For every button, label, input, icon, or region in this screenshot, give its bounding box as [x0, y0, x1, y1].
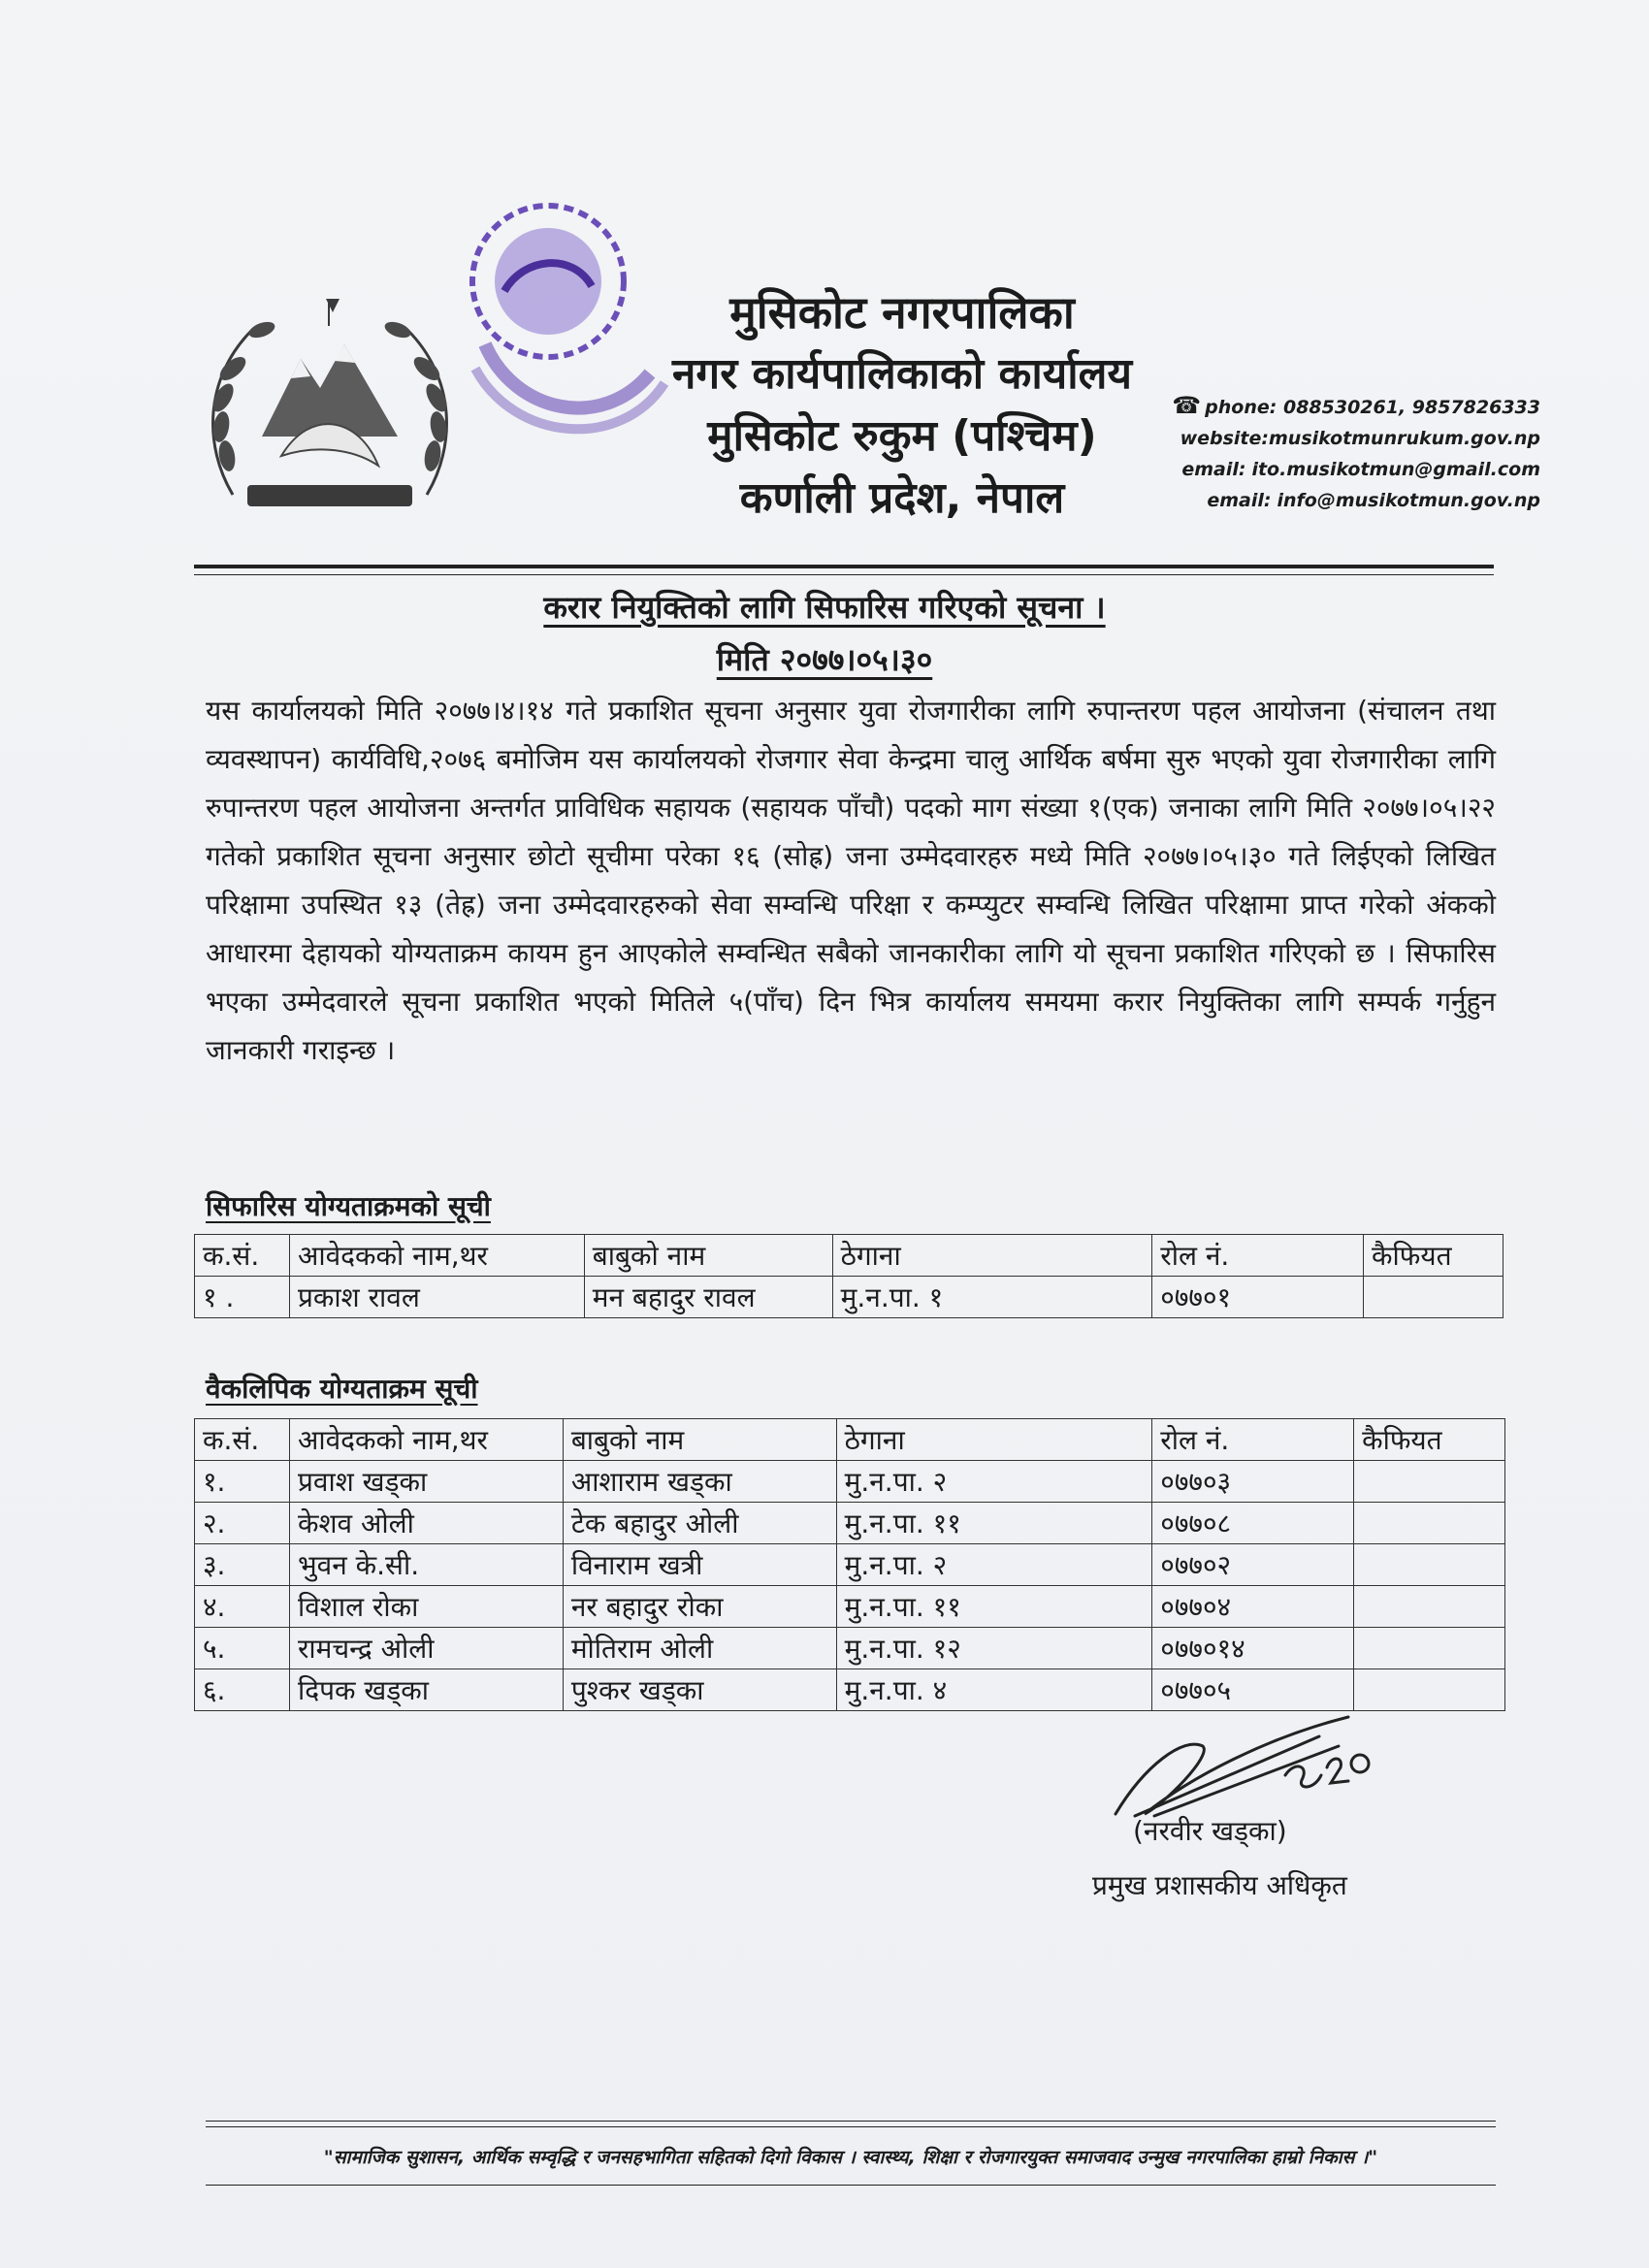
letterhead [0, 0, 1649, 582]
cell-father: टेक बहादुर ओली [563, 1503, 836, 1544]
cell-father: मन बहादुर रावल [584, 1277, 832, 1318]
header-rule-thin [194, 574, 1494, 575]
cell-roll: ०७७०४ [1152, 1586, 1354, 1628]
recommended-list-title: सिफारिस योग्यताक्रमको सूची [206, 1190, 491, 1222]
notice-date: मिति २०७७।०५।३० [716, 641, 933, 678]
phone-row [1055, 390, 1540, 423]
cell-address: मु.न.पा. ४ [836, 1669, 1152, 1711]
province-country: कर्णाली प्रदेश, नेपाल [739, 473, 1065, 523]
email-row-2 [1055, 485, 1540, 516]
col-header-address: ठेगाना [836, 1419, 1152, 1461]
email-label-2: email: [1207, 490, 1272, 511]
footer-rule-top [206, 2121, 1496, 2122]
cell-father: आशाराम खड्का [563, 1461, 836, 1503]
email-value-2: info@musikotmun.gov.np [1277, 490, 1540, 511]
cell-remarks [1354, 1461, 1505, 1503]
cell-name: भुवन के.सी. [289, 1544, 563, 1586]
table-row [195, 1586, 1505, 1628]
cell-serial: ५. [195, 1628, 290, 1669]
cell-name: विशाल रोका [289, 1586, 563, 1628]
cell-remarks [1354, 1586, 1505, 1628]
signatory-name: (नरवीर खड्का) [1133, 1815, 1287, 1847]
cell-name: केशव ओली [289, 1503, 563, 1544]
cell-serial: १. [195, 1461, 290, 1503]
table-row [195, 1503, 1505, 1544]
cell-address: मु.न.पा. १ [832, 1277, 1152, 1318]
email-label: email: [1181, 459, 1246, 480]
cell-roll: ०७७०१४ [1152, 1628, 1354, 1669]
cell-remarks [1364, 1277, 1504, 1318]
nepal-emblem-icon [194, 291, 466, 534]
alternate-table [194, 1418, 1505, 1711]
website-row [1055, 423, 1540, 454]
cell-address: मु.न.पा. २ [836, 1544, 1152, 1586]
table-header-row [195, 1235, 1504, 1277]
header-rule-thick [194, 565, 1494, 568]
footer-rule-bottom [206, 2185, 1496, 2186]
phone-label: phone: [1205, 397, 1277, 418]
col-header-serial: क.सं. [195, 1235, 290, 1277]
cell-remarks [1354, 1628, 1505, 1669]
col-header-roll: रोल नं. [1152, 1419, 1354, 1461]
col-header-name: आवेदकको नाम,थर [289, 1235, 584, 1277]
cell-address: मु.न.पा. २ [836, 1461, 1152, 1503]
cell-remarks [1354, 1669, 1505, 1711]
cell-roll: ०७७०५ [1152, 1669, 1354, 1711]
contact-block [1055, 390, 1540, 516]
cell-name: दिपक खड्का [289, 1669, 563, 1711]
col-header-address: ठेगाना [832, 1235, 1152, 1277]
signatory-title: प्रमुख प्रशासकीय अधिकृत [1092, 1869, 1347, 1901]
table-row [195, 1544, 1505, 1586]
municipality-name: मुसिकोट नगरपालिका [729, 286, 1075, 339]
col-header-remarks: कैफियत [1364, 1235, 1504, 1277]
table-row [195, 1628, 1505, 1669]
table-row [195, 1669, 1505, 1711]
notice-title: करार नियुक्तिको लागि सिफारिस गरिएको सूचना । [543, 589, 1106, 626]
recommended-table [194, 1234, 1504, 1318]
cell-father: नर बहादुर रोका [563, 1586, 836, 1628]
cell-serial: १ . [195, 1277, 290, 1318]
cell-address: मु.न.पा. ११ [836, 1586, 1152, 1628]
col-header-name: आवेदकको नाम,थर [289, 1419, 563, 1461]
cell-roll: ०७७०३ [1152, 1461, 1354, 1503]
cell-remarks [1354, 1503, 1505, 1544]
cell-roll: ०७७०२ [1152, 1544, 1354, 1586]
cell-name: रामचन्द्र ओली [289, 1628, 563, 1669]
cell-serial: २. [195, 1503, 290, 1544]
email-value-1: ito.musikotmun@gmail.com [1251, 459, 1540, 480]
cell-serial: ६. [195, 1669, 290, 1711]
phone-value: 088530261, 9857826333 [1282, 397, 1540, 418]
alternate-list-title: वैकलिपिक योग्यताक्रम सूची [206, 1373, 478, 1405]
cell-father: मोतिराम ओली [563, 1628, 836, 1669]
phone-icon: ☎ [1172, 392, 1202, 419]
table-row [195, 1277, 1504, 1318]
cell-father: विनाराम खत्री [563, 1544, 836, 1586]
table-header-row [195, 1419, 1505, 1461]
cell-name: प्रकाश रावल [289, 1277, 584, 1318]
cell-address: मु.न.पा. १२ [836, 1628, 1152, 1669]
office-name: नगर कार्यपालिकाको कार्यालय [672, 349, 1132, 399]
cell-remarks [1354, 1544, 1505, 1586]
col-header-father: बाबुको नाम [563, 1419, 836, 1461]
website-label: website: [1180, 428, 1269, 449]
cell-roll: ०७७०८ [1152, 1503, 1354, 1544]
col-header-roll: रोल नं. [1152, 1235, 1364, 1277]
notice-body: यस कार्यालयको मिति २०७७।४।१४ गते प्रकाशित सूचना अनुसार युवा रोजगारीका लागि रुपान्तरण पहल आयोजना (संचालन तथा व्यवस्थापन) कार्यविधि,२०७६ बमोजिम यस कार्यालयको रोजगार सेवा केन्द्रमा चालु आर्थिक बर्षमा सुरु भएको युवा रोजगारीका लागि रुपान्तरण पहल आयोजना अन्तर्गत प्राविधिक सहायक (सहायक पाँचौ) पदको माग संख्या १(एक) जनाका लागि मिति २०७७।०५।२२ गतेको प्रकाशित सूचना अनुसार छोटो सूचीमा परेका १६ (सोह्र) जना उम्मेदवारहरु मध्ये मिति २०७७।०५।३० गते लिईएको लिखित परिक्षामा उपस्थित १३ (तेह्र) जना उम्मेदवारहरुको सेवा सम्वन्धि परिक्षा र कम्प्युटर सम्वन्धि लिखित परिक्षामा प्राप्त गरेको अंकको आधारमा देहायको योग्यताक्रम कायम हुन आएकोले सम्वन्धित सबैको जानकारीका लागि यो सूचना प्रकाशित गरिएको छ । सिफारिस भएका उम्मेदवारले सूचना प्रकाशित भएको मितिले ५(पाँच) दिन भित्र कार्यालय समयमा करार नियुक्तिका लागि सम्पर्क गर्नुहुन जानकारी गराइन्छ । [206, 695, 1497, 1066]
col-header-serial: क.सं. [195, 1419, 290, 1461]
cell-serial: ३. [195, 1544, 290, 1586]
website-value: musikotmunrukum.gov.np [1269, 428, 1540, 449]
cell-address: मु.न.पा. ११ [836, 1503, 1152, 1544]
footer-motto: "सामाजिक सुशासन, आर्थिक सम्वृद्धि र जनसहभागिता सहितको दिगो विकास । स्वास्थ्य, शिक्षा र रोजगारयुक्त समाजवाद उन्मुख नगरपालिका हाम्रो निकास ।" [323, 2147, 1378, 2168]
col-header-father: बाबुको नाम [584, 1235, 832, 1277]
cell-serial: ४. [195, 1586, 290, 1628]
table-row [195, 1461, 1505, 1503]
cell-name: प्रवाश खड्का [289, 1461, 563, 1503]
email-row-1 [1055, 454, 1540, 485]
office-address: मुसिकोट रुकुम (पश्चिम) [707, 411, 1097, 461]
footer-rule-top-2 [206, 2126, 1496, 2127]
cell-father: पुश्कर खड्का [563, 1669, 836, 1711]
cell-roll: ०७७०१ [1152, 1277, 1364, 1318]
col-header-remarks: कैफियत [1354, 1419, 1505, 1461]
